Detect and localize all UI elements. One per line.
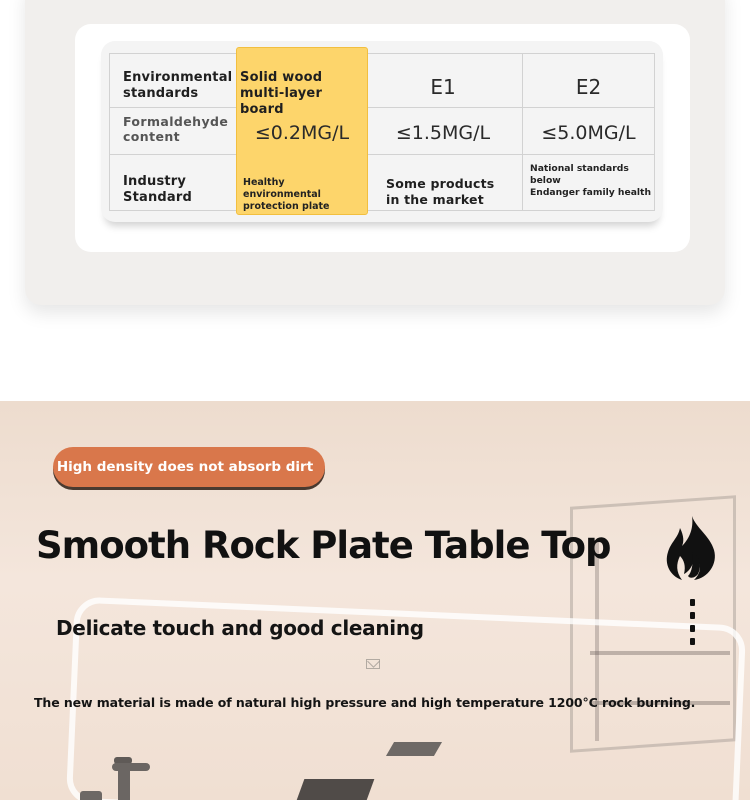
row-label-industry-standard: Industry Standard: [123, 174, 192, 205]
feature-description: The new material is made of natural high pressure and high temperature 1200°C rock burning.: [34, 695, 696, 710]
e1-industry-value: Some products in the market: [386, 176, 495, 207]
decor-block: [386, 742, 442, 756]
rock-plate-feature-section: [0, 401, 750, 800]
soap-dispenser: [80, 791, 102, 800]
e2-industry-value-line1: National standards below: [530, 163, 629, 186]
feature-subtitle: Delicate touch and good cleaning: [56, 616, 424, 640]
comparison-table: [101, 41, 663, 222]
feature-badge: High density does not absorb dirt: [53, 447, 325, 487]
row-label-formaldehyde-content: Formaldehyde content: [123, 114, 229, 144]
highlight-cell-industry: Healthy environmental protection plate: [243, 177, 330, 212]
dot: [690, 599, 695, 606]
highlight-cell-material: Solid wood multi-layer board: [240, 70, 323, 117]
e2-industry-value-line2: Endanger family health: [530, 187, 651, 198]
row-label-environmental-standards: Environmental standards: [123, 70, 233, 101]
column-header-e2: E2: [575, 75, 602, 99]
decor-tray: [296, 779, 375, 800]
flame-icon: [662, 514, 722, 582]
e2-formaldehyde-value: ≤5.0MG/L: [541, 122, 636, 144]
mail-icon: [366, 659, 380, 669]
outer-card: [25, 0, 725, 305]
vertical-dots-decoration: [690, 599, 698, 651]
inner-card: [75, 24, 690, 252]
dot: [690, 638, 695, 645]
highlight-cell-formaldehyde: ≤0.2MG/L: [254, 122, 350, 144]
grid-line: [110, 107, 654, 108]
dot: [690, 612, 695, 619]
feature-title: Smooth Rock Plate Table Top: [36, 524, 611, 567]
faucet-body: [118, 766, 130, 800]
dot: [690, 625, 695, 632]
grid-line: [110, 154, 654, 155]
e1-formaldehyde-value: ≤1.5MG/L: [395, 122, 491, 144]
column-header-e1: E1: [430, 75, 456, 99]
